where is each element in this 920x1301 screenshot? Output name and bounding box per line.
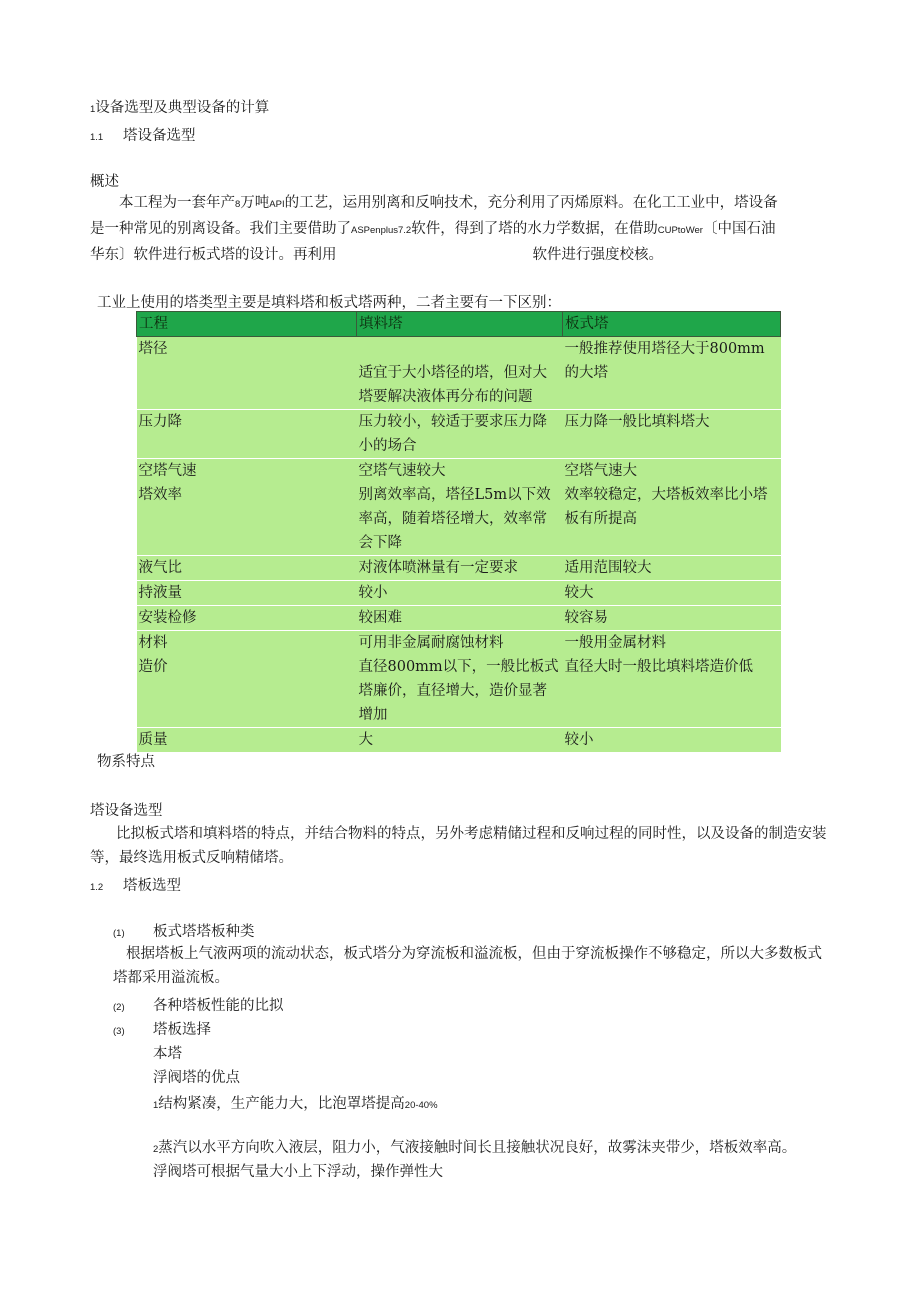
table-cell: 压力较小，较适于要求压力降小的场合	[357, 410, 563, 459]
material-features-label: 物系特点	[97, 754, 155, 770]
table-cell: 较小	[563, 728, 781, 753]
table-cell: 液气比	[137, 556, 357, 581]
table-cell: 一般推荐使用塔径大于800mm的大塔	[563, 337, 781, 410]
table-row	[137, 410, 781, 459]
table-cell: 空塔气速较大 别离效率高，塔径L5m以下效率高，随着塔径增大，效率常会下降	[357, 459, 563, 556]
table-header-row	[137, 312, 781, 337]
table-header-cell: 板式塔	[563, 312, 781, 337]
tower-selection-heading: 塔设备选型	[90, 803, 163, 819]
list-item: (2) 各种塔板性能的比拟	[113, 998, 284, 1014]
table-cell: 适用范围较大	[563, 556, 781, 581]
table-cell: 较容易	[563, 606, 781, 631]
table-cell: 质量	[137, 728, 357, 753]
overview-paragraph: 本工程为一套年产8万吨API的工艺，运用别离和反响技术，充分利用了丙烯原料。在化工工业中，塔设备 是一种常见的别离设备。我们主要借助了ASPenplus7.2软件，得到了塔的水力学数据，在借助CUPtoWer〔中国石油 华东〕软件进行板式塔的设计。再利用 软件进行强度校核。	[90, 195, 778, 263]
table-cell: 一般用金属材料 直径大时一般比填料塔造价低	[563, 631, 781, 728]
section-1-1-heading	[90, 124, 196, 145]
advantage-3: 浮阀塔可根据气量大小上下浮动，操作弹性大	[153, 1164, 443, 1180]
list-item: (3) 塔板选择	[113, 1022, 211, 1038]
table-cell: 较困难	[357, 606, 563, 631]
table-cell: 塔径	[137, 337, 357, 410]
section-1-1-number: 1.1	[90, 132, 104, 143]
table-intro: 工业上使用的塔类型主要是填料塔和板式塔两种，二者主要有一下区别：	[97, 295, 561, 311]
table-cell: 可用非金属耐腐蚀材料 直径800mm以下，一般比板式塔廉价，直径增大，造价显著增加	[357, 631, 563, 728]
table-cell: 较小	[357, 581, 563, 606]
advantage-2: 2蒸汽以水平方向吹入液层，阻力小，气液接触时间长且接触状况良好，故雾沫夹带少，塔板效率高。	[153, 1140, 797, 1156]
table-cell: 空塔气速 塔效率	[137, 459, 357, 556]
table-row	[137, 556, 781, 581]
table-row	[137, 581, 781, 606]
table-cell: 适宜于大小塔径的塔，但对大塔要解决液体再分布的问题	[357, 337, 563, 410]
section-1-number: 1	[90, 104, 96, 115]
overview-heading: 概述	[90, 174, 119, 190]
tower-selection-paragraph: 比拟板式塔和填料塔的特点，并结合物料的特点，另外考虑精储过程和反响过程的同时性，以及设备的制造安装等，最终选用板式反响精储塔。	[90, 826, 827, 866]
section-1-1-title: 塔设备选型	[123, 128, 196, 144]
table-cell: 材料 造价	[137, 631, 357, 728]
selection-line: 浮阀塔的优点	[153, 1070, 240, 1086]
table-cell: 对液体喷淋量有一定要求	[357, 556, 563, 581]
comparison-table	[136, 311, 781, 752]
table-header-cell: 填料塔	[357, 312, 563, 337]
table-row	[137, 631, 781, 728]
selection-line: 本塔	[153, 1046, 182, 1062]
table-cell: 持液量	[137, 581, 357, 606]
table-row	[137, 728, 781, 753]
table-cell: 较大	[563, 581, 781, 606]
table-row	[137, 606, 781, 631]
section-1-2-number: 1.2	[90, 882, 104, 893]
table-cell: 安装检修	[137, 606, 357, 631]
table-row	[137, 459, 781, 556]
advantage-1: 1结构紧凑，生产能力大，比泡罩塔提高20-40%	[153, 1096, 438, 1112]
table-cell: 空塔气速大 效率较稳定，大塔板效率比小塔板有所提高	[563, 459, 781, 556]
section-1-2-heading	[90, 874, 181, 895]
table-cell: 大	[357, 728, 563, 753]
section-1-heading	[90, 96, 269, 117]
plate-types-paragraph: 根据塔板上气液两项的流动状态，板式塔分为穿流板和溢流板，但由于穿流板操作不够稳定，所以大多数板式塔都采用溢流板。	[113, 946, 822, 986]
table-header-cell: 工程	[137, 312, 357, 337]
section-1-title: 设备选型及典型设备的计算	[95, 100, 270, 116]
table-cell: 压力降一般比填料塔大	[563, 410, 781, 459]
table-cell: 压力降	[137, 410, 357, 459]
table-row	[137, 337, 781, 410]
section-1-2-title: 塔板选型	[123, 878, 181, 894]
list-item: (1) 板式塔塔板种类	[113, 924, 255, 940]
